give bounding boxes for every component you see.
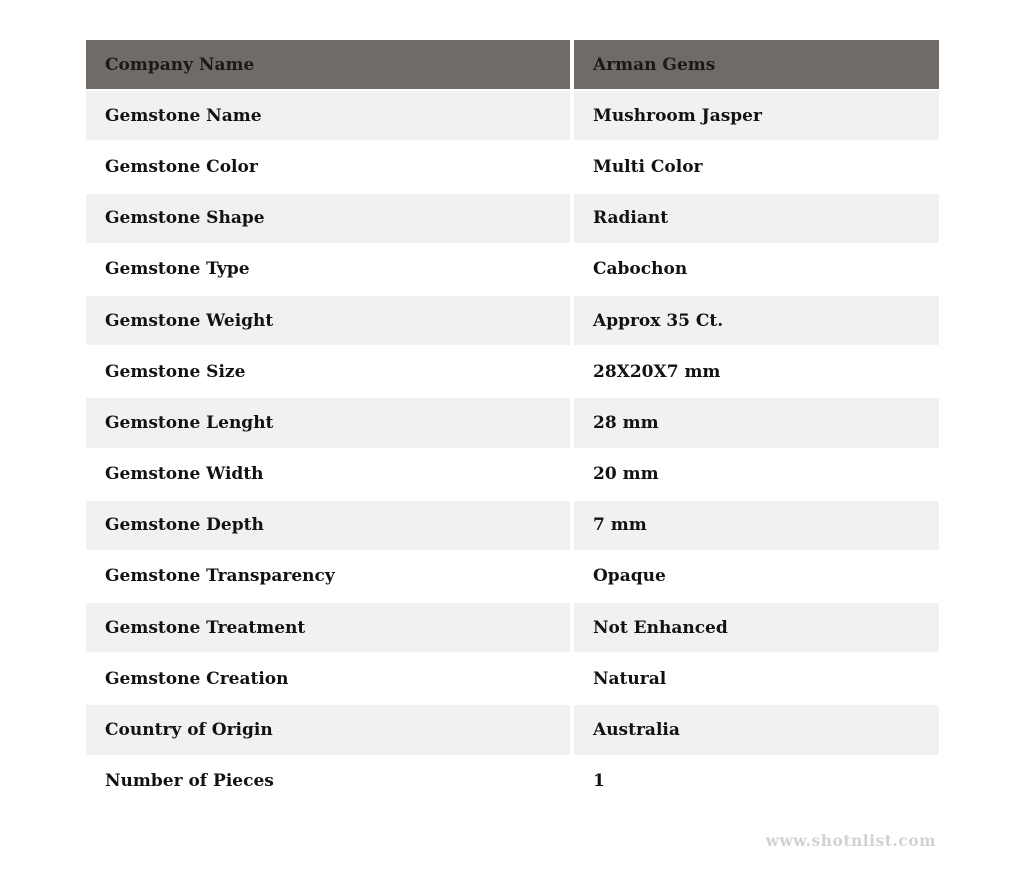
row-value-gemstone-type: Cabochon [574, 245, 939, 294]
row-label-gemstone-lenght: Gemstone Lenght [86, 398, 570, 447]
row-value-gemstone-name: Mushroom Jasper [574, 91, 939, 140]
row-value-country-of-origin: Australia [574, 705, 939, 754]
row-value-gemstone-creation: Natural [574, 654, 939, 703]
row-value-gemstone-width: 20 mm [574, 450, 939, 499]
row-label-gemstone-type: Gemstone Type [86, 245, 570, 294]
row-label-gemstone-transparency: Gemstone Transparency [86, 552, 570, 601]
row-label-number-of-pieces: Number of Pieces [86, 757, 570, 806]
row-value-number-of-pieces: 1 [574, 757, 939, 806]
header-label-cell: Company Name [86, 40, 570, 89]
row-value-gemstone-treatment: Not Enhanced [574, 603, 939, 652]
row-label-gemstone-shape: Gemstone Shape [86, 194, 570, 243]
header-value-cell: Arman Gems [574, 40, 939, 89]
gemstone-spec-table [86, 40, 939, 806]
website-watermark: www.shotnlist.com [765, 831, 936, 850]
row-label-gemstone-width: Gemstone Width [86, 450, 570, 499]
row-value-gemstone-size: 28X20X7 mm [574, 347, 939, 396]
row-label-country-of-origin: Country of Origin [86, 705, 570, 754]
row-label-gemstone-creation: Gemstone Creation [86, 654, 570, 703]
row-label-gemstone-size: Gemstone Size [86, 347, 570, 396]
row-label-gemstone-name: Gemstone Name [86, 91, 570, 140]
row-value-gemstone-transparency: Opaque [574, 552, 939, 601]
row-value-gemstone-lenght: 28 mm [574, 398, 939, 447]
row-value-gemstone-shape: Radiant [574, 194, 939, 243]
row-value-gemstone-color: Multi Color [574, 142, 939, 191]
row-value-gemstone-weight: Approx 35 Ct. [574, 296, 939, 345]
row-value-gemstone-depth: 7 mm [574, 501, 939, 550]
row-label-gemstone-weight: Gemstone Weight [86, 296, 570, 345]
row-label-gemstone-color: Gemstone Color [86, 142, 570, 191]
row-label-gemstone-depth: Gemstone Depth [86, 501, 570, 550]
row-label-gemstone-treatment: Gemstone Treatment [86, 603, 570, 652]
